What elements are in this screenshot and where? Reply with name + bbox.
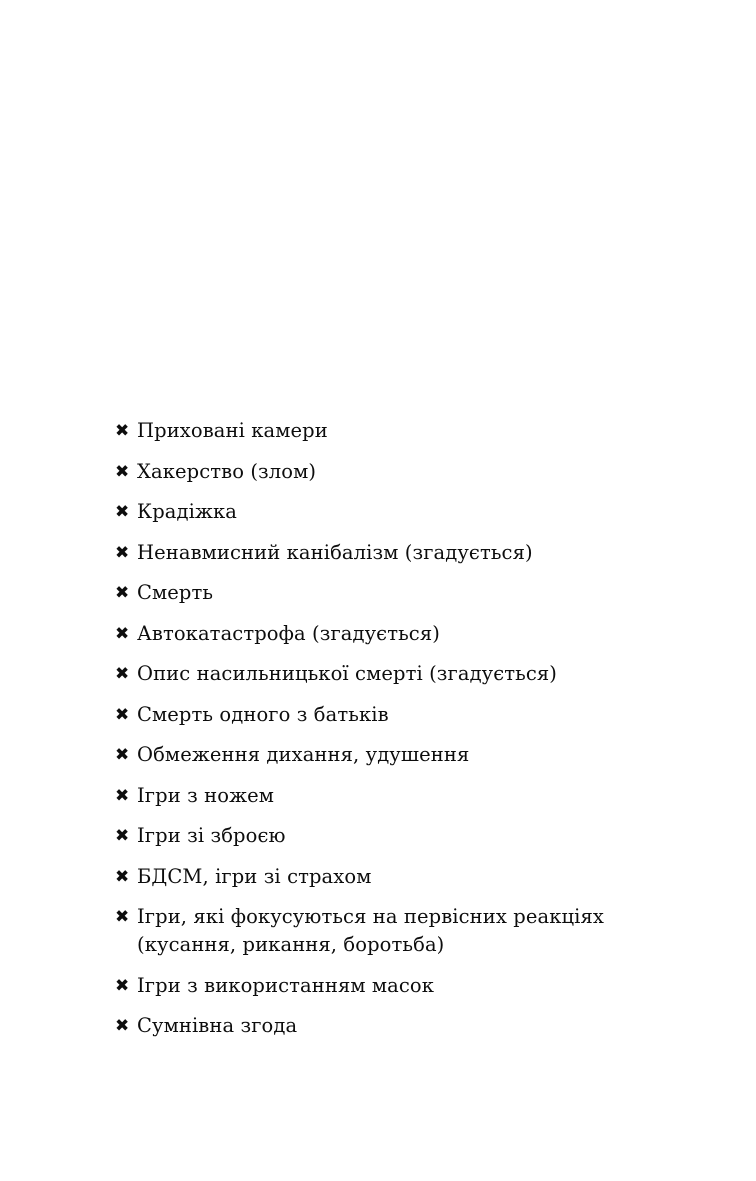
- list-item-text: [137, 903, 675, 959]
- list-item: [115, 741, 675, 769]
- content-warnings-list: [115, 417, 675, 1040]
- list-item-text: Ігри зі зброєю: [137, 824, 286, 847]
- list-item: [115, 822, 675, 850]
- list-item-text: БДСМ, ігри зі страхом: [137, 864, 372, 888]
- list-item-text: Сумнівна згода: [137, 1014, 298, 1037]
- cross-bullet-icon: ✖: [115, 421, 130, 441]
- list-item-text: Хакерство (злом): [137, 459, 317, 483]
- cross-bullet-icon: ✖: [115, 664, 130, 684]
- list-item-text-line-1: Ігри, які фокусуються на первісних реакціях: [137, 905, 604, 928]
- list-item-text: Смерть одного з батьків: [137, 702, 389, 726]
- list-item: [115, 972, 675, 1000]
- list-item-text: Приховані камери: [137, 419, 328, 442]
- list-item-text: Ігри з використанням масок: [137, 973, 435, 997]
- list-item: [115, 1012, 675, 1040]
- list-item-text: Ненавмисний канібалізм (згадується): [137, 540, 533, 564]
- cross-bullet-icon: ✖: [115, 745, 130, 765]
- cross-bullet-icon: ✖: [115, 907, 130, 927]
- list-item: [115, 458, 675, 486]
- list-item-text: Крадіжка: [137, 500, 237, 523]
- cross-bullet-icon: ✖: [115, 975, 130, 996]
- list-item: [115, 417, 675, 445]
- cross-bullet-icon: ✖: [115, 866, 130, 887]
- list-item-text: Смерть: [137, 581, 214, 604]
- list-item: [115, 782, 675, 810]
- list-item: [115, 539, 675, 567]
- cross-bullet-icon: ✖: [115, 583, 130, 603]
- list-item-text-line-2: (кусання, рикання, боротьба): [137, 933, 445, 956]
- cross-bullet-icon: ✖: [115, 704, 130, 725]
- list-item-text: Обмеження дихання, удушення: [137, 743, 470, 766]
- cross-bullet-icon: ✖: [115, 502, 130, 522]
- list-item: [115, 660, 675, 688]
- list-item: [115, 620, 675, 648]
- cross-bullet-icon: ✖: [115, 785, 130, 806]
- list-item: [115, 498, 675, 526]
- list-item-text: Ігри з ножем: [137, 783, 275, 807]
- list-item-text: Автокатастрофа (згадується): [137, 621, 440, 645]
- list-item-text: Опис насильницької смерті (згадується): [137, 662, 558, 685]
- list-item: [115, 701, 675, 729]
- cross-bullet-icon: ✖: [115, 1016, 130, 1036]
- cross-bullet-icon: ✖: [115, 623, 130, 644]
- cross-bullet-icon: ✖: [115, 542, 130, 563]
- list-item: [115, 579, 675, 607]
- list-item: [115, 903, 675, 959]
- list-item: [115, 863, 675, 891]
- cross-bullet-icon: ✖: [115, 826, 130, 846]
- cross-bullet-icon: ✖: [115, 461, 130, 482]
